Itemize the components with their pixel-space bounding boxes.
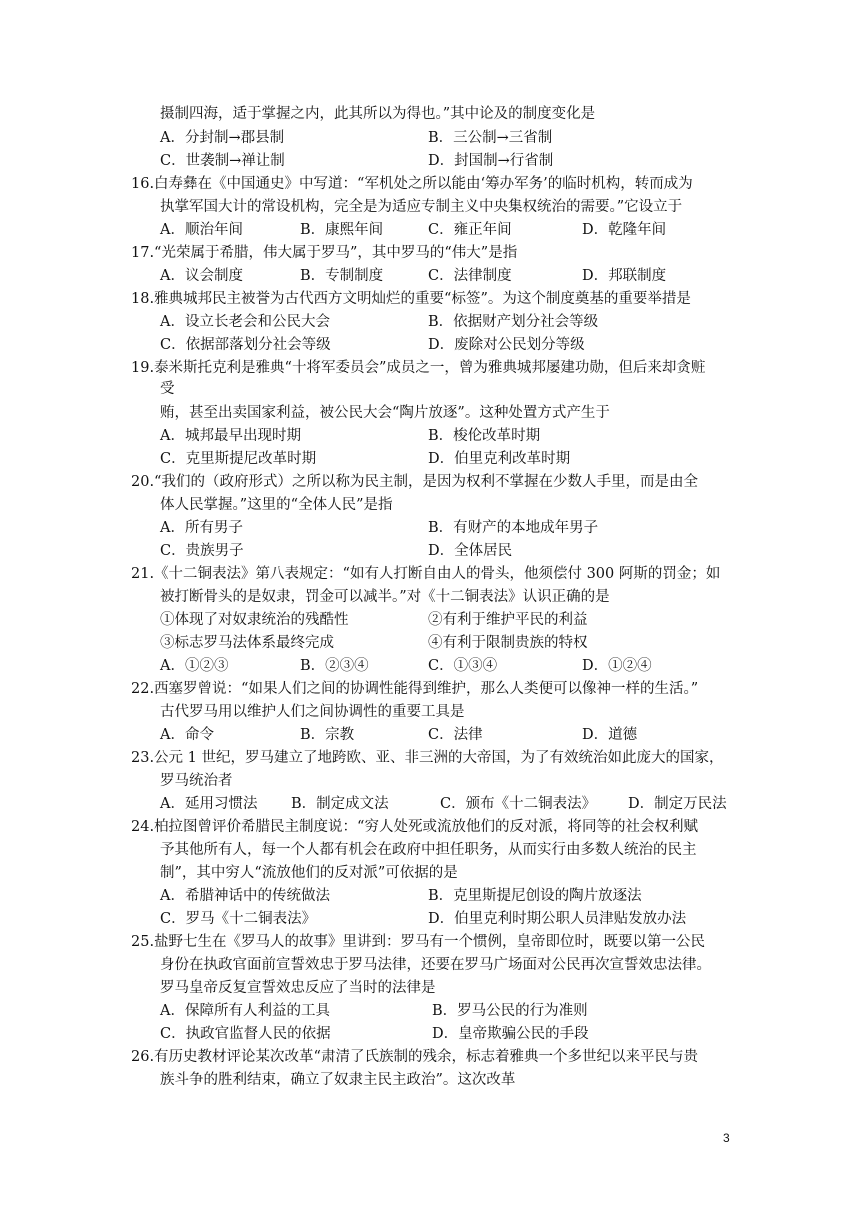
question-19: 19.泰米斯托克利是雅典“十将军委员会”成员之一，曾为雅典城邦屡建功勋，但后来却贪赃 bbox=[131, 360, 706, 376]
question-21: 21.《十二铜表法》第八表规定：“如有人打断自由人的骨头，他须偿付 300 阿斯的罚金；如 bbox=[131, 566, 721, 582]
option-d: D．废除对公民划分等级 bbox=[428, 337, 585, 353]
option-d: D．①②④ bbox=[582, 658, 652, 674]
statement-3: ③标志罗马法体系最终完成 bbox=[160, 635, 334, 651]
option-c: C．依据部落划分社会等级 bbox=[160, 337, 331, 353]
option-c: C．雍正年间 bbox=[428, 222, 512, 238]
text-line: 古代罗马用以维护人们之间协调性的重要工具是 bbox=[160, 704, 465, 720]
option-a: A．①②③ bbox=[160, 658, 229, 674]
option-a: A．城邦最早出现时期 bbox=[160, 428, 301, 444]
option-c: C．法律 bbox=[428, 727, 483, 743]
statement-1: ①体现了对奴隶统治的残酷性 bbox=[160, 612, 349, 628]
option-b: B．②③④ bbox=[300, 658, 369, 674]
option-d: D．封国制→行省制 bbox=[428, 153, 554, 169]
option-c: C．颁布《十二铜表法》 bbox=[440, 796, 597, 812]
page-number: 3 bbox=[723, 1131, 730, 1145]
question-23: 23.公元 1 世纪，罗马建立了地跨欧、亚、非三洲的大帝国，为了有效统治如此庞大的国家， bbox=[131, 750, 724, 766]
option-c: C．①③④ bbox=[428, 658, 498, 674]
text-line: 予其他所有人，每一个人都有机会在政府中担任职务，从而实行由多数人统治的民主 bbox=[160, 842, 697, 858]
option-b: B．依据财产划分社会等级 bbox=[428, 314, 599, 330]
option-b: B．有财产的本地成年男子 bbox=[428, 520, 599, 536]
option-b: B．康熙年间 bbox=[300, 222, 384, 238]
option-d: D．邦联制度 bbox=[582, 268, 667, 284]
text-line: 罗马皇帝反复宣誓效忠反应了当时的法律是 bbox=[160, 980, 436, 996]
option-c: C．克里斯提尼改革时期 bbox=[160, 451, 317, 467]
option-a: A．分封制→郡县制 bbox=[160, 130, 285, 146]
text-line: 摄制四海，适于掌握之内，此其所以为得也。”其中论及的制度变化是 bbox=[160, 106, 596, 122]
text-line: 罗马统治者 bbox=[160, 773, 233, 789]
text-line: 族斗争的胜利结束，确立了奴隶主民主政治”。这次改革 bbox=[160, 1072, 516, 1088]
question-20: 20.“我们的（政府形式）之所以称为民主制，是因为权利不掌握在少数人手里，而是由全 bbox=[131, 474, 698, 490]
option-a: A．保障所有人利益的工具 bbox=[160, 1003, 330, 1019]
option-c: C．罗马《十二铜表法》 bbox=[160, 911, 317, 927]
statement-2: ②有利于维护平民的利益 bbox=[428, 612, 588, 628]
option-a: A．设立长老会和公民大会 bbox=[160, 314, 330, 330]
option-d: D．皇帝欺骗公民的手段 bbox=[432, 1026, 589, 1042]
option-c: C．法律制度 bbox=[428, 268, 512, 284]
option-c: C．执政官监督人民的依据 bbox=[160, 1026, 331, 1042]
option-d: D．伯里克利改革时期 bbox=[428, 451, 571, 467]
text-line: 受 bbox=[160, 381, 175, 397]
option-b: B．三公制→三省制 bbox=[428, 130, 553, 146]
option-a: A．顺治年间 bbox=[160, 222, 243, 238]
option-a: A．延用习惯法 bbox=[160, 796, 258, 812]
option-a: A．所有男子 bbox=[160, 520, 243, 536]
text-line: 身份在执政官面前宣誓效忠于罗马法律，还要在罗马广场面对公民再次宣誓效忠法律。 bbox=[160, 957, 711, 973]
option-d: D．制定万民法 bbox=[628, 796, 727, 812]
text-line: 贿，甚至出卖国家利益，被公民大会“陶片放逐”。这种处置方式产生于 bbox=[160, 405, 610, 421]
option-b: B．专制制度 bbox=[300, 268, 384, 284]
question-17: 17.“光荣属于希腊，伟大属于罗马”，其中罗马的“伟大”是指 bbox=[131, 245, 518, 261]
option-b: B．制定成文法 bbox=[291, 796, 389, 812]
option-d: D．乾隆年间 bbox=[582, 222, 667, 238]
option-a: A．希腊神话中的传统做法 bbox=[160, 888, 330, 904]
option-b: B．宗教 bbox=[300, 727, 355, 743]
question-24: 24.柏拉图曾评价希腊民主制度说：“穷人处死或流放他们的反对派，将同等的社会权利赋 bbox=[131, 819, 698, 835]
option-d: D．道德 bbox=[582, 727, 638, 743]
statement-4: ④有利于限制贵族的特权 bbox=[428, 635, 588, 651]
option-b: B．克里斯提尼创设的陶片放逐法 bbox=[428, 888, 642, 904]
text-line: 制”，其中穷人“流放他们的反对派”可依据的是 bbox=[160, 865, 458, 881]
question-16: 16.白寿彝在《中国通史》中写道：“军机处之所以能由‘筹办军务’的临时机构，转而成为 bbox=[131, 176, 693, 192]
option-c: C．贵族男子 bbox=[160, 543, 244, 559]
question-26: 26.有历史教材评论某次改革“肃清了氏族制的残余，标志着雅典一个多世纪以来平民与贵 bbox=[131, 1049, 698, 1065]
question-22: 22.西塞罗曾说：“如果人们之间的协调性能得到维护，那么人类便可以像神一样的生活。” bbox=[131, 681, 699, 697]
question-25: 25.盐野七生在《罗马人的故事》里讲到：罗马有一个惯例，皇帝即位时，既要以第一公民 bbox=[131, 934, 706, 950]
option-a: A．命令 bbox=[160, 727, 214, 743]
option-c: C．世袭制→禅让制 bbox=[160, 153, 285, 169]
text-line: 体人民掌握。”这里的“全体人民”是指 bbox=[160, 497, 393, 513]
text-line: 执掌军国大计的常设机构，完全是为适应专制主义中央集权统治的需要。”它设立于 bbox=[160, 199, 683, 215]
option-d: D．全体居民 bbox=[428, 543, 513, 559]
option-b: B．梭伦改革时期 bbox=[428, 428, 541, 444]
question-18: 18.雅典城邦民主被誉为古代西方文明灿烂的重要“标签”。为这个制度奠基的重要举措是 bbox=[131, 291, 691, 307]
text-line: 被打断骨头的是奴隶，罚金可以减半。”对《十二铜表法》认识正确的是 bbox=[160, 589, 610, 605]
option-d: D．伯里克利时期公职人员津贴发放办法 bbox=[428, 911, 687, 927]
option-b: B．罗马公民的行为准则 bbox=[432, 1003, 588, 1019]
option-a: A．议会制度 bbox=[160, 268, 243, 284]
